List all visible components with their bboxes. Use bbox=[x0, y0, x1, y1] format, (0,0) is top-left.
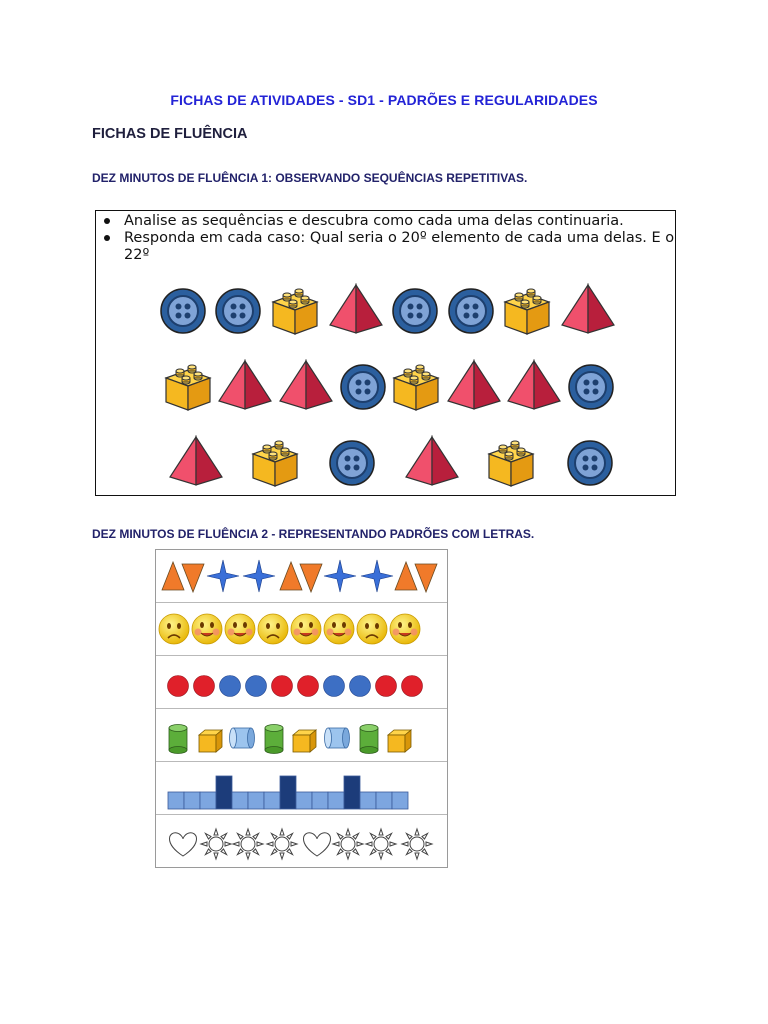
red-circle-icon bbox=[402, 676, 423, 697]
button-icon bbox=[393, 289, 437, 333]
yellow-cube-icon bbox=[388, 730, 411, 752]
blue-circle-icon bbox=[324, 676, 345, 697]
patterns-table bbox=[155, 549, 448, 868]
red-circle-icon bbox=[272, 676, 293, 697]
triangle-down-icon bbox=[182, 564, 204, 592]
pyramid-icon bbox=[406, 437, 458, 485]
yellow-cube-icon bbox=[293, 730, 316, 752]
activity1-box bbox=[95, 210, 676, 496]
sun-icon bbox=[366, 829, 396, 859]
lego-block-icon bbox=[505, 289, 549, 334]
section-heading: FICHAS DE FLUÊNCIA bbox=[92, 126, 248, 142]
pyramid-icon bbox=[330, 285, 382, 333]
triangle-up-icon bbox=[280, 562, 302, 590]
heart-icon bbox=[304, 833, 331, 856]
blue-circle-icon bbox=[220, 676, 241, 697]
triangle-up-icon bbox=[395, 562, 417, 590]
red-circle-icon bbox=[194, 676, 215, 697]
triangle-down-icon bbox=[415, 564, 437, 592]
sun-icon bbox=[267, 829, 297, 859]
pattern-figures bbox=[156, 550, 447, 867]
green-cylinder-icon bbox=[360, 725, 378, 754]
sad-face-icon bbox=[258, 614, 288, 644]
lego-block-icon bbox=[489, 441, 533, 486]
red-circle-icon bbox=[298, 676, 319, 697]
sun-icon bbox=[201, 829, 231, 859]
blue-circle-icon bbox=[350, 676, 371, 697]
green-cylinder-icon bbox=[265, 725, 283, 754]
star-icon bbox=[324, 560, 356, 592]
pyramid-icon bbox=[508, 361, 560, 409]
activity1-heading: DEZ MINUTOS DE FLUÊNCIA 1: OBSERVANDO SEQUÊNCIAS REPETITIVAS. bbox=[92, 171, 528, 185]
button-icon bbox=[330, 441, 374, 485]
sequence-figures bbox=[96, 211, 674, 494]
triangle-up-icon bbox=[162, 562, 184, 590]
red-circle-icon bbox=[376, 676, 397, 697]
button-icon bbox=[449, 289, 493, 333]
button-icon bbox=[341, 365, 385, 409]
button-icon bbox=[568, 441, 612, 485]
happy-face-icon bbox=[291, 614, 321, 644]
sad-face-icon bbox=[357, 614, 387, 644]
heart-icon bbox=[170, 833, 197, 856]
button-icon bbox=[216, 289, 260, 333]
happy-face-icon bbox=[324, 614, 354, 644]
lego-block-icon bbox=[273, 289, 317, 334]
star-icon bbox=[243, 560, 275, 592]
lego-block-icon bbox=[166, 365, 210, 410]
pyramid-icon bbox=[448, 361, 500, 409]
sun-icon bbox=[233, 829, 263, 859]
page-title: FICHAS DE ATIVIDADES - SD1 - PADRÕES E REGULARIDADES bbox=[170, 92, 598, 108]
instruction-text: Analise as sequências e descubra como cada uma delas continuaria. bbox=[124, 213, 624, 229]
pyramid-icon bbox=[562, 285, 614, 333]
lego-block-icon bbox=[253, 441, 297, 486]
lego-block-icon bbox=[394, 365, 438, 410]
sun-icon bbox=[402, 829, 432, 859]
green-cylinder-icon bbox=[169, 725, 187, 754]
sad-face-icon bbox=[159, 614, 189, 644]
activity2-heading: DEZ MINUTOS DE FLUÊNCIA 2 - REPRESENTANDO PADRÕES COM LETRAS. bbox=[92, 527, 535, 541]
blue-circle-icon bbox=[246, 676, 267, 697]
blue-cylinder-icon bbox=[230, 728, 255, 748]
tall-bar-pattern bbox=[168, 776, 408, 809]
yellow-cube-icon bbox=[199, 730, 222, 752]
pyramid-icon bbox=[219, 361, 271, 409]
instruction-text: Responda em cada caso: Qual seria o 20º elemento de cada uma delas. E o 22º bbox=[124, 230, 675, 263]
button-icon bbox=[569, 365, 613, 409]
pyramid-icon bbox=[280, 361, 332, 409]
happy-face-icon bbox=[390, 614, 420, 644]
happy-face-icon bbox=[225, 614, 255, 644]
red-circle-icon bbox=[168, 676, 189, 697]
sun-icon bbox=[333, 829, 363, 859]
pyramid-icon bbox=[170, 437, 222, 485]
button-icon bbox=[161, 289, 205, 333]
happy-face-icon bbox=[192, 614, 222, 644]
star-icon bbox=[207, 560, 239, 592]
triangle-down-icon bbox=[300, 564, 322, 592]
star-icon bbox=[361, 560, 393, 592]
blue-cylinder-icon bbox=[325, 728, 350, 748]
